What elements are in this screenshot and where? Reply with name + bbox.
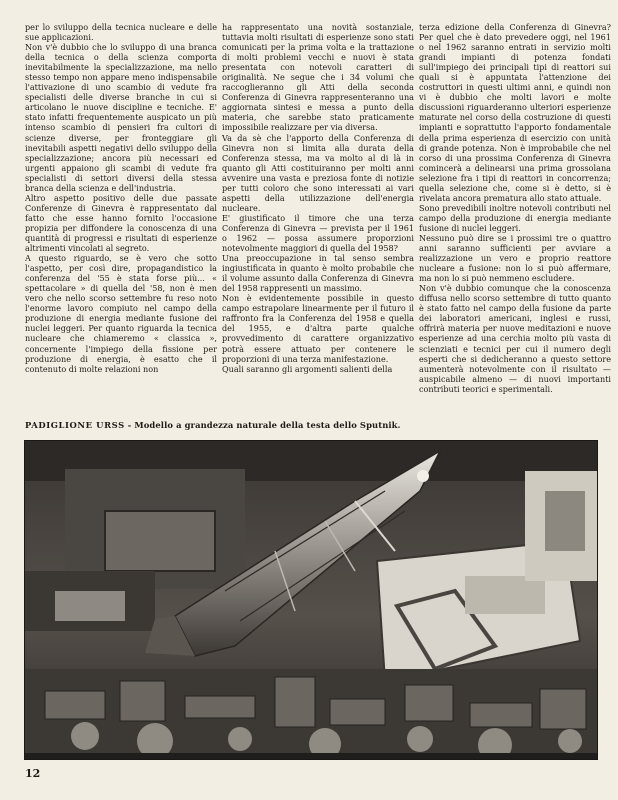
text-column-1 — [25, 22, 217, 414]
text-column-2 — [222, 22, 414, 412]
paragraph: Non è evidentemente possibile in questo campo estrapolare linearmente per il futuro il raffronto fra la Conferenza del 1958 e quella del 1955, e d'altra parte qualche provvedimento di carattere organizzativo potrà essere attuato per contenere le proporzioni di una terza manifestazione. — [222, 293, 414, 364]
paragraph: A questo riguardo, se è vero che sotto l'aspetto, per così dire, propagandistico la conferenza del '55 è stata forse più... « spettacolare » di quella del '58, non è men vero che nello scorso settembre fu reso noto l'enorme lavoro compiuto nel campo della produzione di energia mediante fusione dei nuclei leggeri. Per quanto riguarda la tecnica nucleare che chiameremo « classica », concernente l'impiego della fissione per produzione di energia, è esatto che il contenuto di molte relazioni non — [25, 253, 217, 374]
page-number: 12 — [25, 767, 41, 780]
caption-title: PADIGLIONE URSS — [25, 420, 125, 430]
paragraph: Va da sè che l'apporto della Conferenza di Ginevra non si limita alla durata della Conferenza stessa, ma va molto al di là in quanto gli Atti costituiranno per molti anni avvenire una vasta e preziosa fonte di notizie per tutti coloro che sono interessati ai vari aspetti della utilizzazione dell'energia nucleare. — [222, 132, 414, 213]
paragraph: Nessuno può dire se i prossimi tre o quattro anni saranno sufficienti per avviare a realizzazione un vero e proprio reattore nucleare a fusione: non lo si può affermare, ma non lo si può nemmeno escludere. — [419, 232, 611, 284]
paragraph: per lo sviluppo della tecnica nucleare e delle sue applicazioni. — [25, 22, 217, 43]
paragraph: ha rappresentato una novità sostanziale, tuttavia molti risultati di esperienze sono stati comunicati per la prima volta e la trattazione di molti problemi vecchi e nuovi è stata presentata con notevoli caratteri di originalità. Ne segue che i 34 volumi che raccoglieranno gli Atti della seconda Conferenza di Ginevra rappresenteranno una aggiornata sintesi e messa a punto della materia, che sarebbe stato praticamente impossibile realizzare per via diversa. — [222, 22, 414, 133]
paragraph: Una preoccupazione in tal senso sembra ingiustificata in quanto è molto probabile che il volume assunto dalla Conferenza di Ginevra del 1958 rappresenti un massimo. — [222, 253, 414, 294]
paragraph: terza edizione della Conferenza di Ginevra? Per quel che è dato prevedere oggi, nel 1961 o nel 1962 saranno entrati in servizio molti grandi impianti di potenza fondati sull'impiego dei principali tipi di reattori sui quali si è appuntata l'attenzione dei costruttori in questi ultimi anni, e quindi non vi è dubbio che molti lavori e molte discussioni riguarderanno ulteriori esperienze maturate nel corso della costruzione di questi impianti e soprattutto l'apporto fondamentale della prima esperienza di esercizio con unità di grande potenza. Non è improbabile che nel corso di una prossima Conferenza di Ginevra comincerà a delinearsi una prima grossolana selezione fra i tipi di reattori in concorrenza; quella selezione che, come si è detto, si è rivelata ancora prematura allo stato attuale. — [419, 22, 611, 203]
caption-text: - Modello a grandezza naturale della testa dello Sputnik. — [124, 420, 401, 430]
photo-illustration — [25, 441, 597, 759]
paragraph: E' giustificato il timore che una terza Conferenza di Ginevra — prevista per il 1961 o 1962 — possa assumere proporzioni notevolmente maggiori di quella del 1958? — [222, 212, 414, 254]
photo-sputnik-pavilion — [24, 440, 598, 760]
paragraph: Non v'è dubbio che lo sviluppo di una branca della tecnica o della scienza comporta inevitabilmente la specializzazione, ma nello stesso tempo non appare meno indispensabile l'attivazione di uno scambio di vedute fra specialisti delle diverse branche in cui si articolano le nuove discipline e tecniche. E' stato infatti frequentemente auspicato un più intenso scambio di pensieri fra cultori di scienze diverse, per fronteggiare gli inevitabili aspetti negativi dello sviluppo della specializzazione; ancora più necessari ed urgenti appaiono gli scambi di vedute fra specialisti di settori diversi della stessa branca della scienza e dell'industria. — [25, 42, 217, 193]
paragraph: Quali saranno gli argomenti salienti della — [222, 363, 393, 374]
paragraph: Altro aspetto positivo delle due passate Conferenze di Ginevra è rappresentato dal fatto che esse hanno fornito l'occasione propizia per diffondere la conoscenza di una quantità di progressi e risultati di esperienze altrimenti vincolati al segreto. — [25, 192, 217, 254]
text-column-3 — [419, 22, 611, 432]
paragraph: Sono prevedibili inoltre notevoli contributi nel campo della produzione di energia mediante fusione di nuclei leggeri. — [419, 202, 611, 233]
paragraph: Non v'è dubbio comunque che la conoscenza diffusa nello scorso settembre di tutto quanto è stato fatto nel campo della fusione da parte dei laboratori americani, inglesi e russi, offrirà materia per nuove meditazioni e nuove esperienze ad una cerchia molto più vasta di scienziati e tecnici per cui il numero degli esperti che si dedicheranno a questo settore aumenterà notevolmente con il risultato — auspicabile almeno — di nuovi importanti contributi teorici e sperimentali. — [419, 283, 611, 394]
photo-caption — [25, 420, 417, 430]
